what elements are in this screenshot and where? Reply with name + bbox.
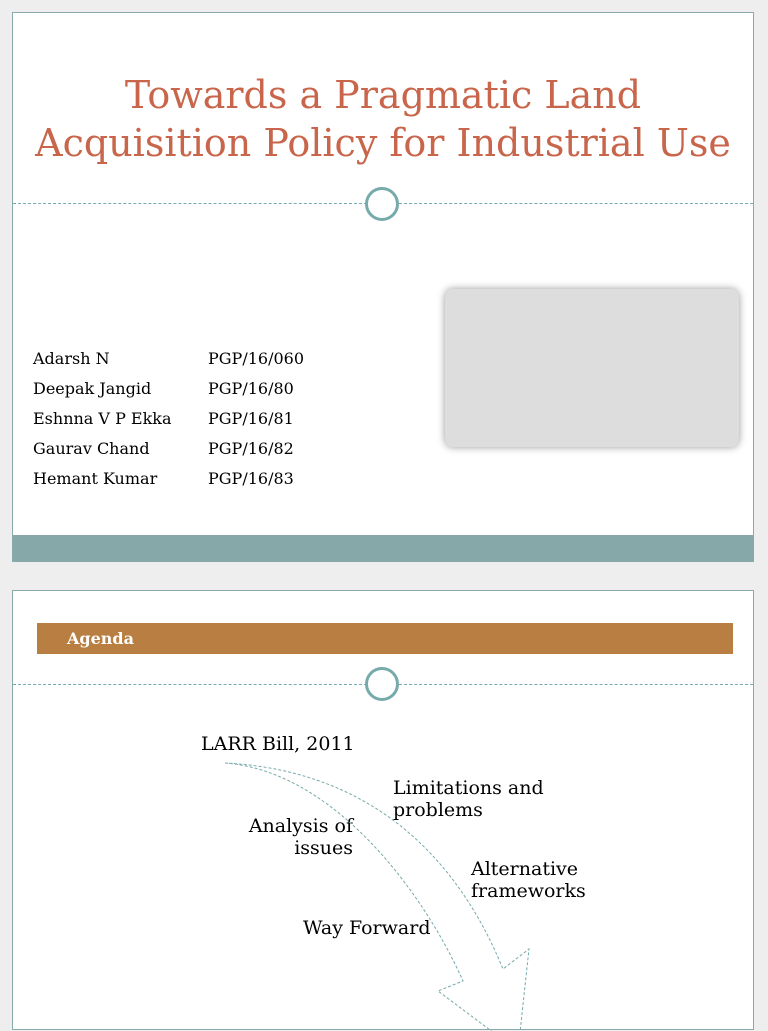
team-row: Deepak Jangid PGP/16/80 bbox=[33, 379, 294, 398]
agenda-item: Alternative frameworks bbox=[471, 858, 586, 902]
agenda-item: Way Forward bbox=[303, 917, 431, 939]
title-slide bbox=[12, 12, 754, 562]
agenda-item: Analysis of issues bbox=[248, 815, 353, 859]
team-row: Gaurav Chand PGP/16/82 bbox=[33, 439, 294, 458]
agenda-bar: Agenda bbox=[37, 623, 733, 654]
team-row: Hemant Kumar PGP/16/83 bbox=[33, 469, 294, 488]
house-image bbox=[445, 289, 739, 447]
arrow-graphic bbox=[213, 751, 553, 1031]
agenda-item: LARR Bill, 2011 bbox=[201, 733, 355, 755]
divider-ring bbox=[365, 667, 399, 701]
team-row: Eshnna V P Ekka PGP/16/81 bbox=[33, 409, 294, 428]
slide-title: Towards a Pragmatic Land Acquisition Policy for Industrial Use bbox=[35, 73, 731, 165]
agenda-slide bbox=[12, 590, 754, 1030]
team-row: Adarsh N PGP/16/060 bbox=[33, 349, 304, 368]
divider-ring bbox=[365, 187, 399, 221]
agenda-item: Limitations and problems bbox=[393, 777, 544, 821]
